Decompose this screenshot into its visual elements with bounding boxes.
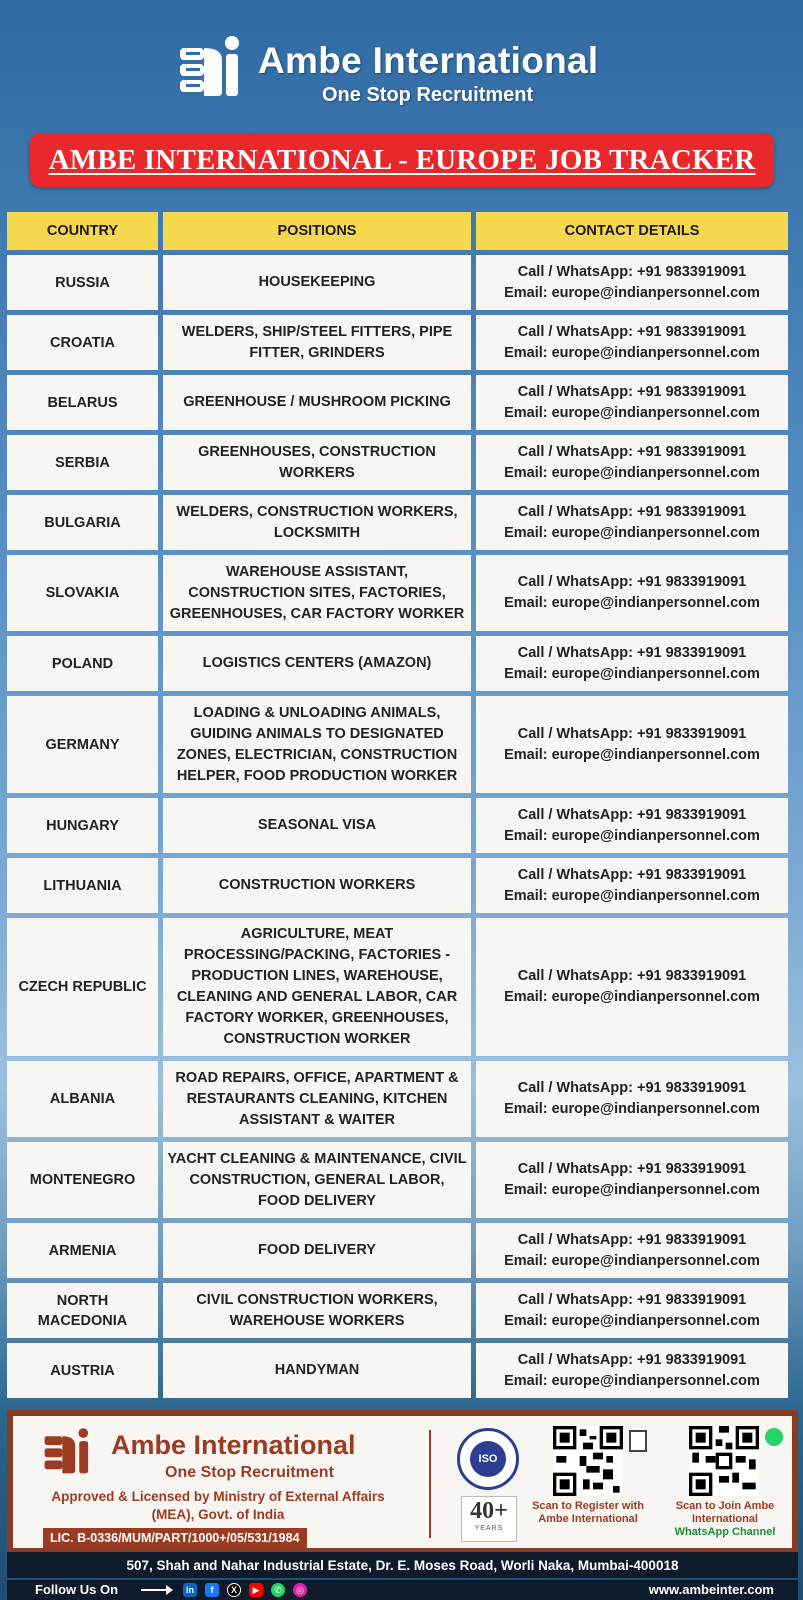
contact-cell	[476, 1343, 788, 1398]
contact-email[interactable]: Email: europe@indianpersonnel.com	[504, 344, 760, 361]
contact-phone[interactable]: Call / WhatsApp: +91 9833919091	[517, 866, 747, 883]
column-header-positions: POSITIONS	[163, 212, 471, 250]
contact-email[interactable]: Email: europe@indianpersonnel.com	[504, 746, 760, 763]
table-row	[7, 1283, 798, 1338]
contact-email[interactable]: Email: europe@indianpersonnel.com	[504, 989, 760, 1005]
years-number: 40+	[470, 1498, 508, 1524]
country-cell: ARMENIA	[7, 1223, 158, 1278]
iso-certified-badge-icon	[457, 1428, 519, 1490]
footer-brand-name: Ambe International	[111, 1430, 356, 1460]
footer-panel	[13, 1416, 792, 1548]
whatsapp-social-icon[interactable]: ✆	[271, 1583, 285, 1597]
country-cell: BULGARIA	[7, 495, 158, 550]
table-row	[7, 858, 798, 913]
instagram-icon[interactable]: ◎	[293, 1583, 307, 1597]
contact-phone[interactable]: Call / WhatsApp: +91 9833919091	[517, 574, 747, 590]
contact-email[interactable]: Email: europe@indianpersonnel.com	[504, 1252, 760, 1269]
license-number: LIC. B-0336/MUM/PART/1000+/05/531/1984	[43, 1528, 307, 1548]
contact-phone[interactable]: Call / WhatsApp: +91 9833919091	[517, 1291, 747, 1308]
positions-cell: AGRICULTURE, MEAT PROCESSING/PACKING, FACTORIES - PRODUCTION LINES, WAREHOUSE, CLEANING AND GENERAL LABOR, CAR FACTORY WORKER, GREENHOUSES, CONSTRUCTION WORKER	[163, 918, 471, 1056]
country-cell: NORTH MACEDONIA	[7, 1283, 158, 1338]
contact-email[interactable]: Email: europe@indianpersonnel.com	[504, 665, 760, 682]
table-row	[7, 555, 798, 631]
ambe-logo-icon	[178, 34, 250, 106]
country-cell: AUSTRIA	[7, 1343, 158, 1398]
positions-cell: HOUSEKEEPING	[163, 255, 471, 310]
contact-email[interactable]: Email: europe@indianpersonnel.com	[504, 827, 760, 844]
country-cell: GERMANY	[7, 696, 158, 793]
table-header-row	[7, 212, 798, 250]
contact-phone[interactable]: Call / WhatsApp: +91 9833919091	[517, 1231, 747, 1248]
column-header-country: COUNTRY	[7, 212, 158, 250]
whatsapp-qr-label-line2: WhatsApp Channel	[674, 1526, 776, 1538]
positions-cell: YACHT CLEANING & MAINTENANCE, CIVIL CONSTRUCTION, GENERAL LABOR, FOOD DELIVERY	[163, 1142, 471, 1218]
contact-cell	[476, 555, 788, 631]
contact-cell	[476, 375, 788, 430]
contact-phone[interactable]: Call / WhatsApp: +91 9833919091	[517, 1161, 747, 1177]
table-row	[7, 1223, 798, 1278]
contact-email[interactable]: Email: europe@indianpersonnel.com	[504, 1372, 760, 1389]
column-header-contact: CONTACT DETAILS	[476, 212, 788, 250]
contact-phone[interactable]: Call / WhatsApp: +91 9833919091	[517, 1351, 747, 1368]
contact-email[interactable]: Email: europe@indianpersonnel.com	[504, 464, 760, 481]
job-table	[7, 212, 798, 1403]
contact-email[interactable]: Email: europe@indianpersonnel.com	[504, 284, 760, 301]
country-cell: LITHUANIA	[7, 858, 158, 913]
whatsapp-icon	[765, 1428, 783, 1446]
table-row	[7, 435, 798, 490]
positions-cell: CONSTRUCTION WORKERS	[163, 858, 471, 913]
positions-cell: WELDERS, CONSTRUCTION WORKERS, LOCKSMITH	[163, 495, 471, 550]
facebook-icon[interactable]: f	[205, 1583, 219, 1597]
country-cell: ALBANIA	[7, 1061, 158, 1137]
footer-divider	[429, 1430, 431, 1538]
contact-email[interactable]: Email: europe@indianpersonnel.com	[504, 1182, 760, 1198]
contact-phone[interactable]: Call / WhatsApp: +91 9833919091	[517, 806, 747, 823]
positions-cell: SEASONAL VISA	[163, 798, 471, 853]
address-bar	[7, 1552, 798, 1578]
contact-cell	[476, 315, 788, 370]
positions-cell: GREENHOUSE / MUSHROOM PICKING	[163, 375, 471, 430]
table-row	[7, 696, 798, 793]
years-label: YEARS	[474, 1525, 504, 1532]
positions-cell: GREENHOUSES, CONSTRUCTION WORKERS	[163, 435, 471, 490]
contact-cell	[476, 1142, 788, 1218]
register-qr-label: Scan to Register with Ambe International	[532, 1500, 644, 1525]
positions-cell: ROAD REPAIRS, OFFICE, APARTMENT & RESTAURANTS CLEANING, KITCHEN ASSISTANT & WAITER	[163, 1061, 471, 1137]
contact-email[interactable]: Email: europe@indianpersonnel.com	[504, 404, 760, 421]
contact-phone[interactable]: Call / WhatsApp: +91 9833919091	[517, 644, 747, 661]
table-row	[7, 798, 798, 853]
contact-email[interactable]: Email: europe@indianpersonnel.com	[504, 1101, 760, 1117]
arrow-right-icon	[141, 1589, 171, 1591]
contact-cell	[476, 858, 788, 913]
follow-us-label: Follow Us On	[35, 1582, 119, 1597]
whatsapp-qr-code-icon[interactable]	[689, 1426, 759, 1496]
positions-cell: WELDERS, SHIP/STEEL FITTERS, PIPE FITTER, GRINDERS	[163, 315, 471, 370]
brand-tagline: One Stop Recruitment	[322, 84, 534, 106]
footer	[7, 1410, 798, 1552]
country-cell: SERBIA	[7, 435, 158, 490]
contact-email[interactable]: Email: europe@indianpersonnel.com	[504, 595, 760, 611]
contact-cell	[476, 696, 788, 793]
positions-cell: FOOD DELIVERY	[163, 1223, 471, 1278]
iso-label: ISO	[470, 1441, 506, 1477]
contact-phone[interactable]: Call / WhatsApp: +91 9833919091	[517, 503, 747, 520]
country-cell: RUSSIA	[7, 255, 158, 310]
contact-cell	[476, 1283, 788, 1338]
page-title: AMBE INTERNATIONAL - EUROPE JOB TRACKER	[48, 143, 756, 176]
country-cell: SLOVAKIA	[7, 555, 158, 631]
contact-phone[interactable]: Call / WhatsApp: +91 9833919091	[517, 443, 747, 460]
follow-bar	[7, 1580, 798, 1600]
contact-phone[interactable]: Call / WhatsApp: +91 9833919091	[517, 263, 747, 280]
positions-cell: LOADING & UNLOADING ANIMALS, GUIDING ANIMALS TO DESIGNATED ZONES, ELECTRICIAN, CONSTRUCTION HELPER, FOOD PRODUCTION WORKER	[163, 696, 471, 793]
contact-phone[interactable]: Call / WhatsApp: +91 9833919091	[517, 725, 747, 742]
table-row	[7, 1343, 798, 1398]
country-cell: MONTENEGRO	[7, 1142, 158, 1218]
contact-cell	[476, 1061, 788, 1137]
contact-phone[interactable]: Call / WhatsApp: +91 9833919091	[517, 968, 747, 984]
x-twitter-icon[interactable]: X	[227, 1583, 241, 1597]
positions-cell: WAREHOUSE ASSISTANT, CONSTRUCTION SITES, FACTORIES, GREENHOUSES, CAR FACTORY WORKER	[163, 555, 471, 631]
ambe-footer-logo-icon	[43, 1428, 101, 1480]
contact-phone[interactable]: Call / WhatsApp: +91 9833919091	[517, 323, 747, 340]
country-cell: POLAND	[7, 636, 158, 691]
table-row	[7, 375, 798, 430]
table-row	[7, 918, 798, 1056]
contact-phone[interactable]: Call / WhatsApp: +91 9833919091	[517, 1080, 747, 1096]
address-text: 507, Shah and Nahar Industrial Estate, Dr. E. Moses Road, Worli Naka, Mumbai-400018	[126, 1557, 679, 1573]
whatsapp-qr-label-line1: Scan to Join Ambe International	[675, 1500, 775, 1525]
contact-email[interactable]: Email: europe@indianpersonnel.com	[504, 1312, 760, 1329]
table-body	[7, 255, 798, 1398]
contact-cell	[476, 495, 788, 550]
positions-cell: CIVIL CONSTRUCTION WORKERS, WAREHOUSE WORKERS	[163, 1283, 471, 1338]
positions-cell: HANDYMAN	[163, 1343, 471, 1398]
country-cell: HUNGARY	[7, 798, 158, 853]
contact-phone[interactable]: Call / WhatsApp: +91 9833919091	[517, 383, 747, 400]
contact-cell	[476, 918, 788, 1056]
country-cell: CROATIA	[7, 315, 158, 370]
contact-cell	[476, 798, 788, 853]
website-link[interactable]: www.ambeinter.com	[648, 1582, 774, 1597]
form-icon	[629, 1430, 647, 1452]
table-row	[7, 255, 798, 310]
whatsapp-qr-label	[665, 1500, 785, 1539]
table-row	[7, 636, 798, 691]
approval-text: Approved & Licensed by Ministry of External Affairs (MEA), Govt. of India	[51, 1489, 385, 1522]
country-cell: CZECH REPUBLIC	[7, 918, 158, 1056]
brand-name: Ambe International	[258, 40, 599, 81]
contact-cell	[476, 255, 788, 310]
contact-email[interactable]: Email: europe@indianpersonnel.com	[504, 524, 760, 541]
years-badge	[461, 1496, 517, 1542]
table-row	[7, 1061, 798, 1137]
contact-cell	[476, 1223, 788, 1278]
register-qr-code-icon[interactable]	[553, 1426, 623, 1496]
footer-tagline: One Stop Recruitment	[165, 1464, 334, 1481]
contact-cell	[476, 435, 788, 490]
header	[0, 28, 803, 108]
positions-cell: LOGISTICS CENTERS (AMAZON)	[163, 636, 471, 691]
country-cell: BELARUS	[7, 375, 158, 430]
contact-email[interactable]: Email: europe@indianpersonnel.com	[504, 887, 760, 904]
youtube-icon[interactable]: ▶	[249, 1583, 263, 1597]
contact-cell	[476, 636, 788, 691]
table-row	[7, 495, 798, 550]
linkedin-icon[interactable]: in	[183, 1583, 197, 1597]
table-row	[7, 1142, 798, 1218]
table-row	[7, 315, 798, 370]
title-banner	[30, 133, 774, 187]
